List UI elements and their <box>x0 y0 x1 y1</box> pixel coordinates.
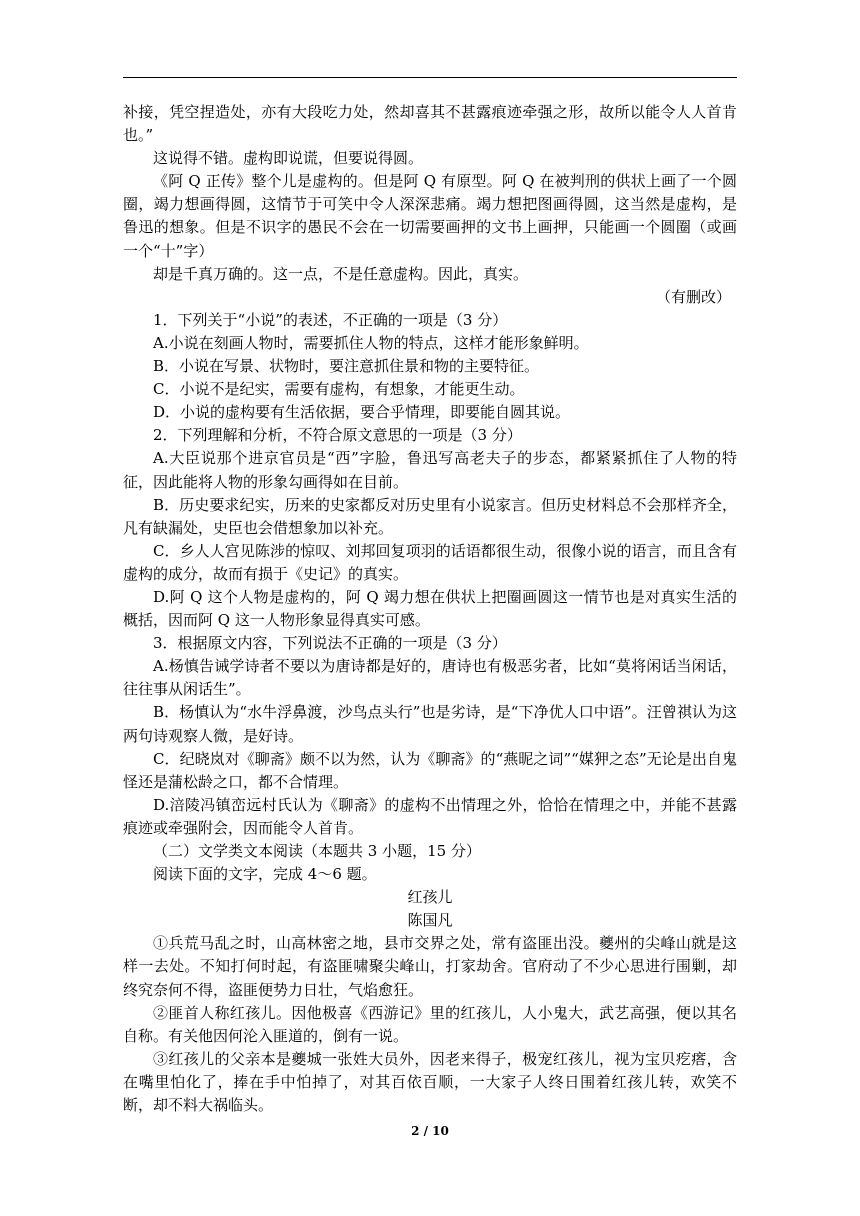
header-rule <box>123 77 737 78</box>
para-continuation: 补接，凭空捏造处，亦有大段吃力处，然却喜其不甚露痕迹牵强之形，故所以能令人人首肯也。” <box>123 103 737 145</box>
question-1: 1．下列关于“小说”的表述，不正确的一项是（3 分） <box>153 310 508 329</box>
para-comment: 这说得不错。虚构即说谎，但要说得圆。 <box>153 149 424 168</box>
q3-option-d: D.涪陵冯镇峦远村氏认为《聊斋》的虚构不出情理之外，恰恰在情理之中，并能不甚露痕迹或牵强附会，因而能令人首肯。 <box>123 795 737 837</box>
q3-option-a: A.杨慎告诫学诗者不要以为唐诗都是好的，唐诗也有极恶劣者，比如“莫将闲话当闲话，往往事从闲话生”。 <box>123 657 737 699</box>
q3-option-c: C．纪晓岚对《聊斋》颇不以为然，认为《聊斋》的“燕昵之词”“媒狎之态”无论是出自鬼怪还是蒲松龄之口，都不合情理。 <box>123 749 737 791</box>
q2-option-b: B．历史要求纪实，历来的史家都反对历史里有小说家言。但历史材料总不会那样齐全，凡有缺漏处，史臣也会借想象加以补充。 <box>123 495 737 537</box>
question-3: 3．根据原文内容，下列说法不正确的一项是（3 分） <box>153 634 507 653</box>
document-body <box>123 101 737 1117</box>
question-2: 2．下列理解和分析，不符合原文意思的一项是（3 分） <box>153 426 522 445</box>
story-title: 红孩儿 <box>407 888 453 907</box>
q2-option-d: D.阿 Q 这个人物是虚构的，阿 Q 竭力想在供状上把圈画圆这一情节也是对真实生活的概括，因而阿 Q 这一人物形象显得真实可感。 <box>123 587 737 630</box>
para-ahq: 《阿 Q 正传》整个儿是虚构的。但是阿 Q 有原型。阿 Q 在被判刑的供状上画了一个圆圈，竭力想画得圆，这情节于可笑中令人深深悲痛。竭力想把图画得圆，这当然是虚构，是鲁迅的想象。但是不识字的愚民不会在一切需要画押的文书上画押，只能画一个圆圈（或画一个“十”字） <box>123 172 737 260</box>
q2-option-c: C．乡人人宫见陈涉的惊叹、刘邦回复项羽的话语都很生动，很像小说的语言，而且含有虚构的成分，故而有损于《史记》的真实。 <box>123 541 737 583</box>
section-heading: （二）文学类文本阅读（本题共 3 小题，15 分） <box>153 842 481 860</box>
story-para-1: ①兵荒马乱之时，山高林密之地，县市交界之处，常有盗匪出没。夔州的尖峰山就是这样一去处。不知打何时起，有盗匪啸聚尖峰山，打家劫舍。官府动了不少心思进行围剿，却终究奈何不得，盗匪便势力日壮，气焰愈狂。 <box>123 934 737 999</box>
reading-instruction: 阅读下面的文字，完成 4～6 题。 <box>153 865 377 884</box>
story-para-2: ②匪首人称红孩儿。因他极喜《西游记》里的红孩儿，人小鬼大，武艺高强，便以其名自称。有关他因何沦入匪道的，倒有一说。 <box>123 1003 737 1045</box>
story-author: 陈国凡 <box>407 911 453 930</box>
source-note: （有删改） <box>655 287 731 306</box>
q3-option-b: B．杨慎认为“水牛浮鼻渡，沙鸟点头行”也是劣诗，是“下净优人口中语”。汪曾祺认为这两句诗观察人微，是好诗。 <box>123 703 737 745</box>
q1-option-b: B．小说在写景、状物时，要注意抓住景和物的主要特征。 <box>153 357 540 376</box>
para-truth: 却是千真万确的。这一点，不是任意虚构。因此，真实。 <box>153 264 529 283</box>
q1-option-a: A.小说在刻画人物时，需要抓住人物的特点，这样才能形象鲜明。 <box>153 333 589 352</box>
story-para-3: ③红孩儿的父亲本是夔城一张姓大员外，因老来得子，极宠红孩儿，视为宝贝疙瘩，含在嘴里怕化了，捧在手中怕掉了，对其百依百顺，一大家子人终日围着红孩儿转，欢笑不断，却不料大祸临头。 <box>123 1049 737 1115</box>
q1-option-d: D．小说的虚构要有生活依据，要合乎情理，即要能自圆其说。 <box>153 403 571 422</box>
q2-option-a: A.大臣说那个进京官员是“西”字脸，鲁迅写高老夫子的步态，都紧紧抓住了人物的特征，因此能将人物的形象勾画得如在目前。 <box>123 449 737 491</box>
page-number: 2 / 10 <box>411 1124 449 1138</box>
q1-option-c: C．小说不是纪实，需要有虚构，有想象，才能更生动。 <box>153 380 525 399</box>
